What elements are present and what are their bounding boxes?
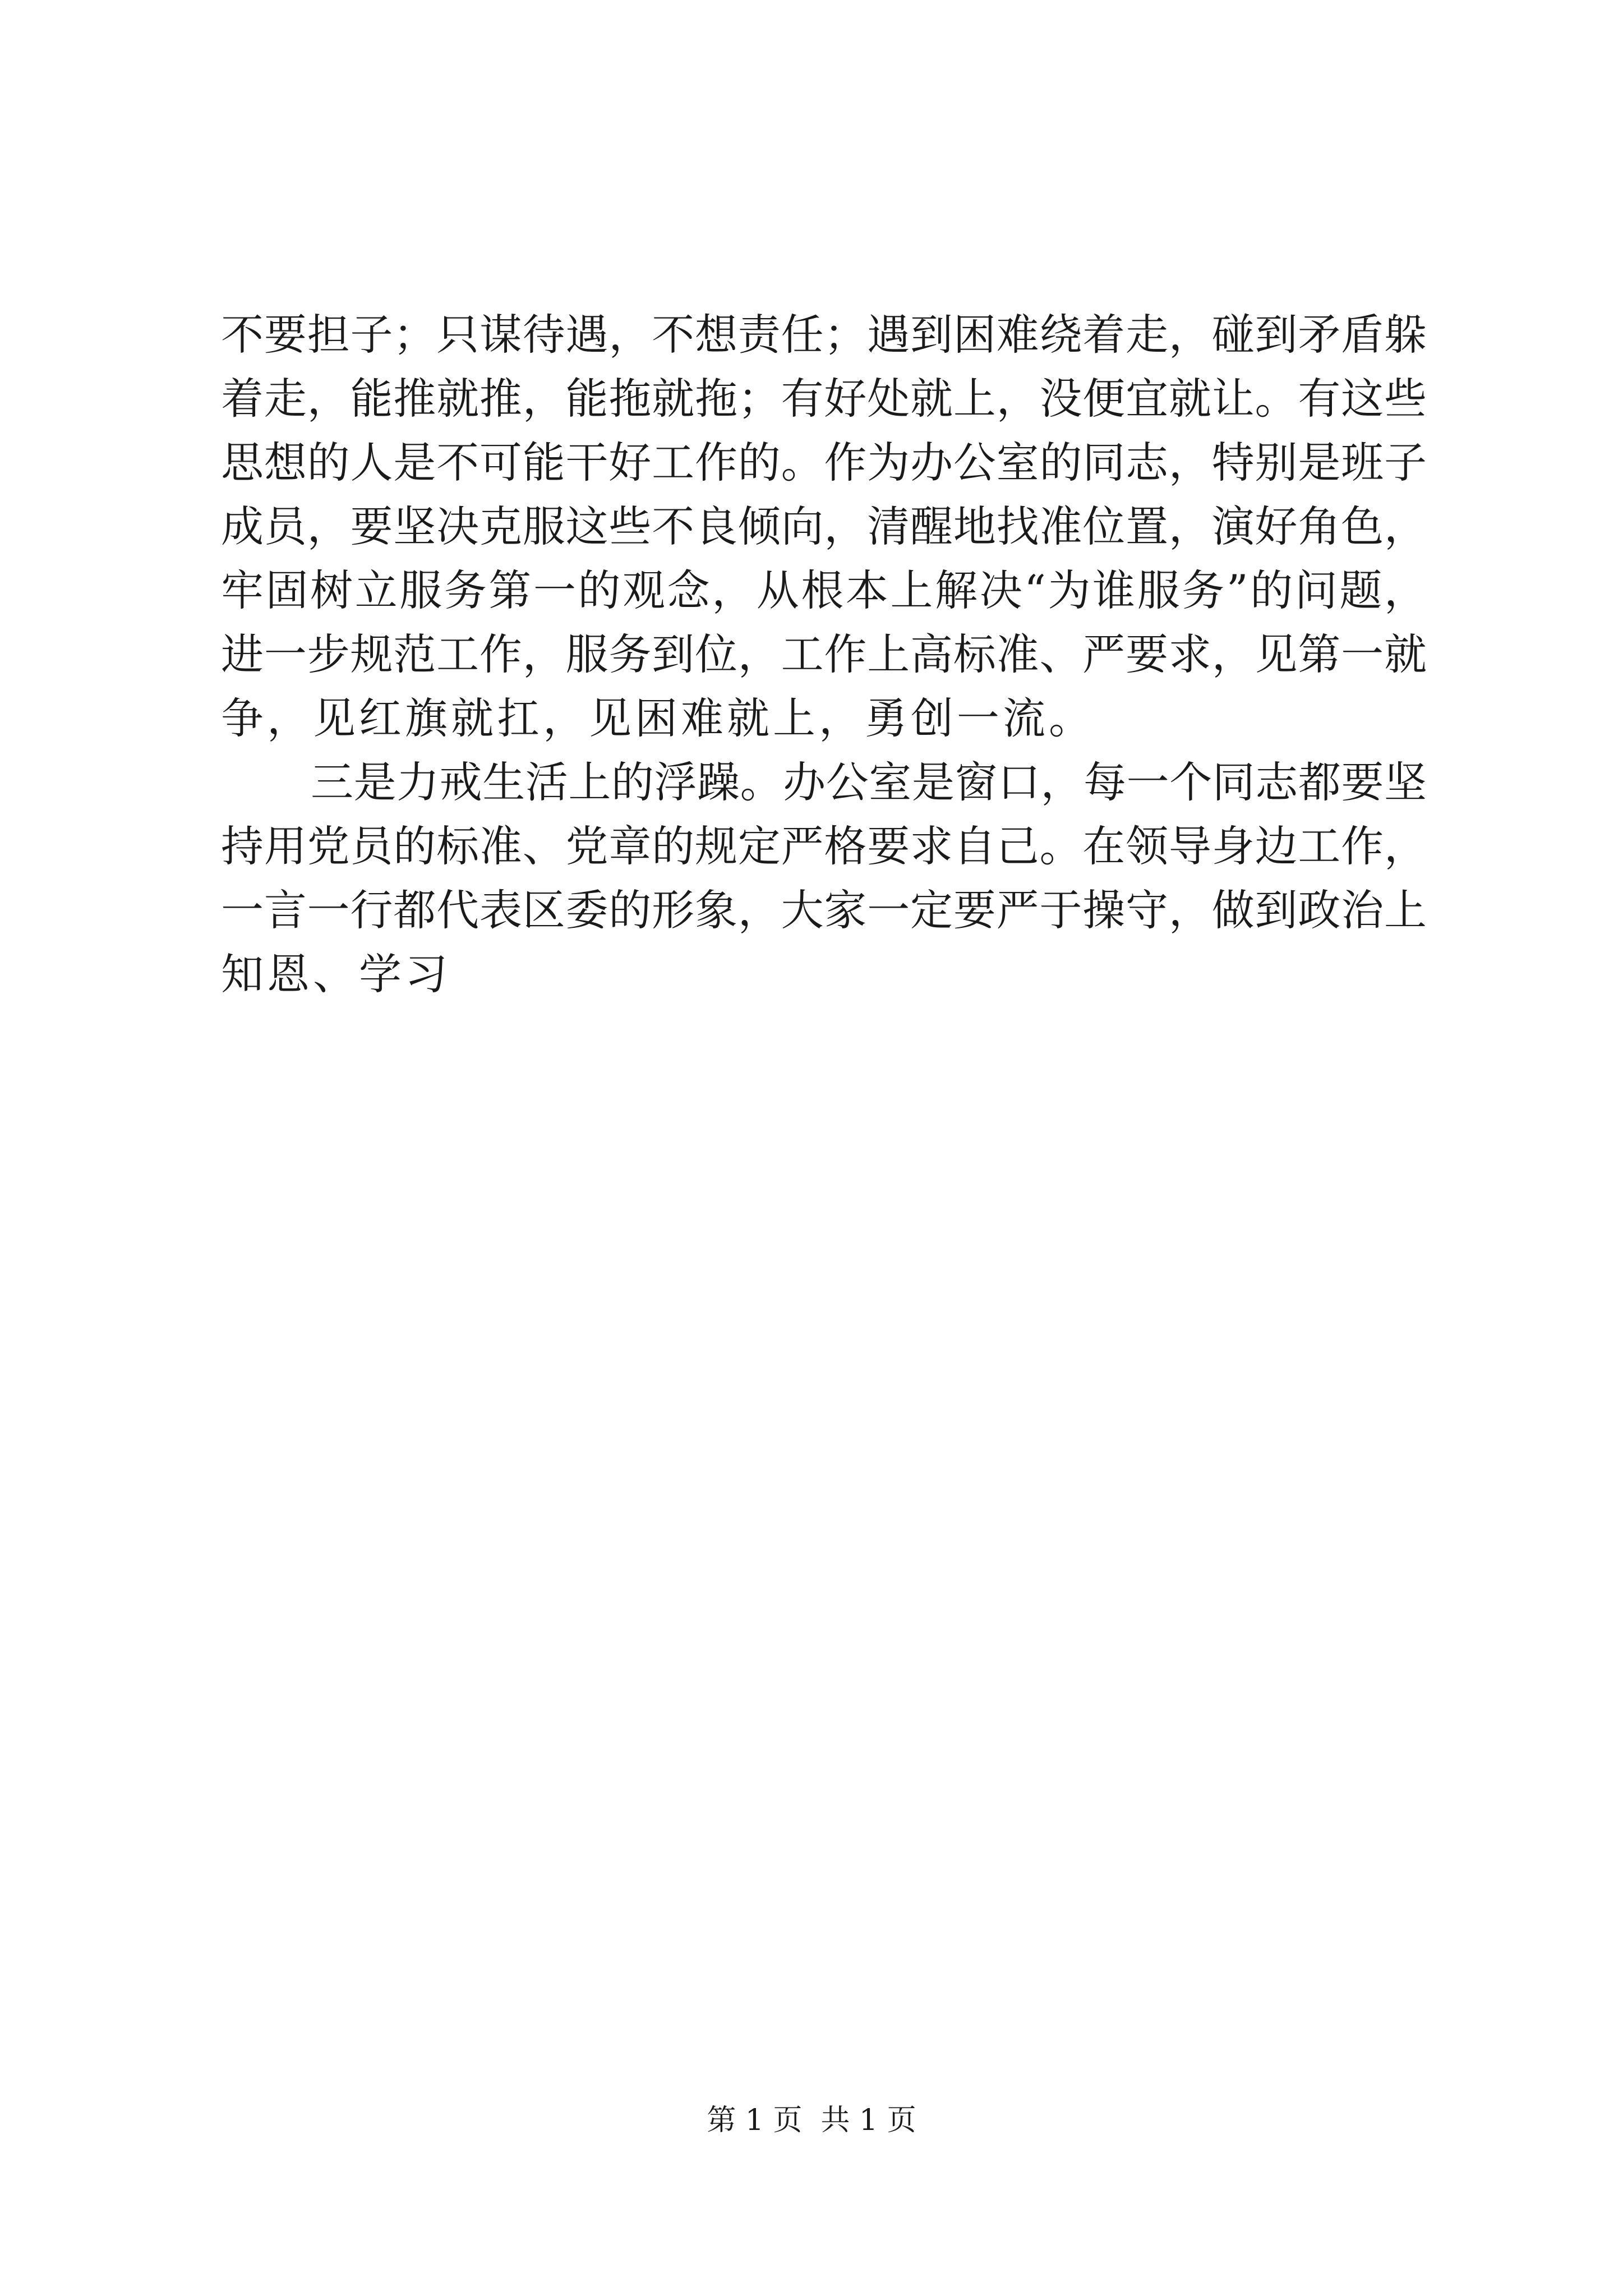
text-line: 不要担子；只谋待遇，不想责任；遇到困难绕着走，碰到矛盾躲 [221, 310, 1427, 360]
text-line: 成员，要坚决克服这些不良倾向，清醒地找准位置，演好角色， [221, 501, 1427, 551]
text-line: 进一步规范工作，服务到位，工作上高标准、严要求，见第一就 [221, 629, 1427, 679]
paragraph-2 [221, 751, 1427, 1006]
paragraph-1 [221, 303, 1427, 751]
page-number-footer: 第 1 页 共 1 页 [707, 2104, 916, 2137]
text-line: 持用党员的标准、党章的规定严格要求自己。在领导身边工作， [221, 821, 1427, 871]
text-line: 一言一行都代表区委的形象，大家一定要严于操守，做到政治上 [221, 885, 1427, 935]
text-line: 牢固树立服务第一的观念，从根本上解决“为谁服务”的问题， [221, 565, 1427, 615]
text-line: 知恩、学习 [221, 949, 451, 999]
text-line: 思想的人是不可能干好工作的。作为办公室的同志，特别是班子 [221, 438, 1427, 487]
text-line: 三是力戒生活上的浮躁。办公室是窗口，每一个同志都要坚 [311, 757, 1427, 807]
document-body [221, 303, 1427, 1006]
text-line: 争，见红旗就扛，见困难就上，勇创一流。 [221, 693, 1095, 743]
text-line: 着走，能推就推，能拖就拖；有好处就上，没便宜就让。有这些 [221, 374, 1427, 424]
